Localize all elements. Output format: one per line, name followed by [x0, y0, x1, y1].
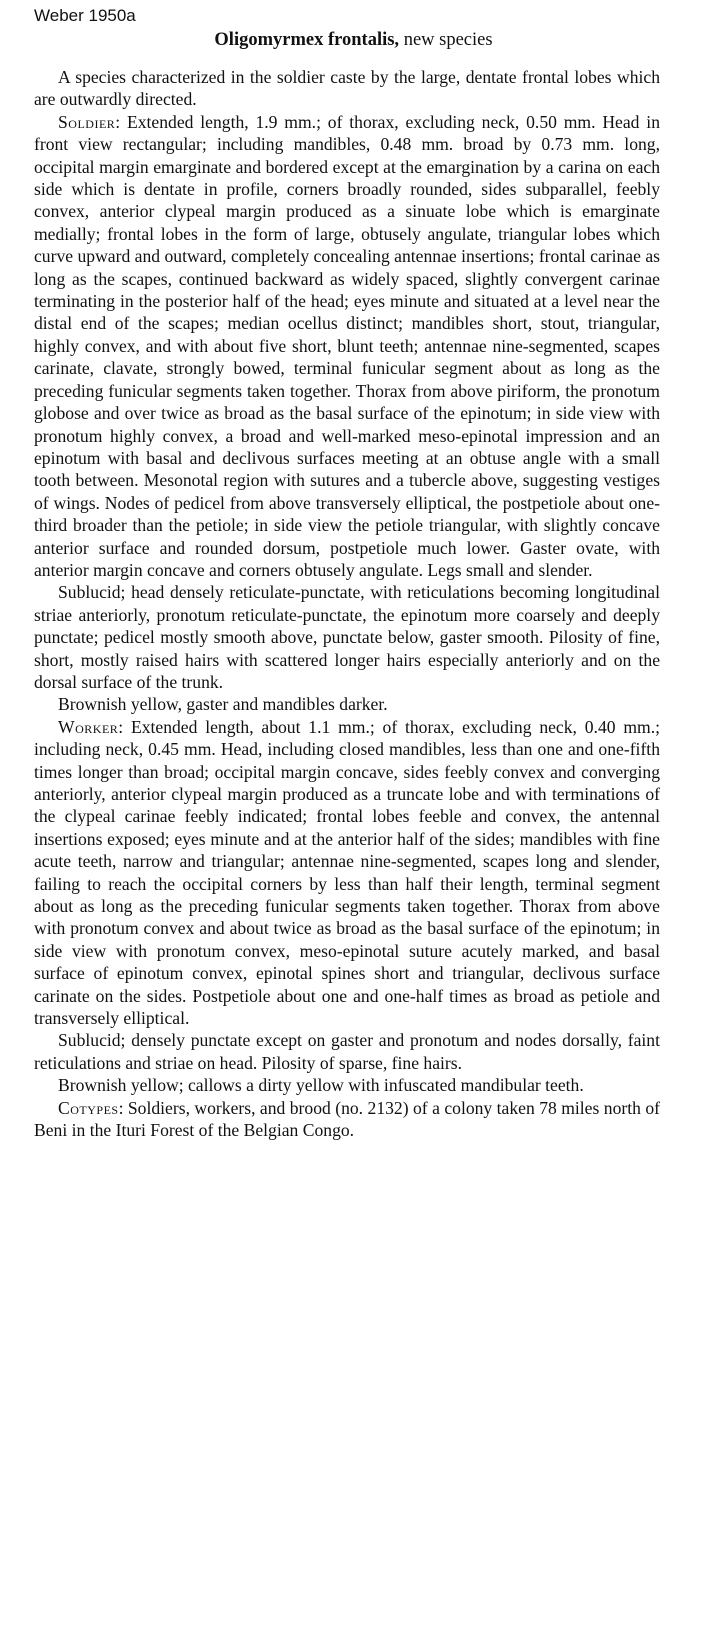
paragraph-cotypes [34, 1097, 660, 1142]
caste-heading-worker: Worker [58, 716, 119, 737]
paragraph-text: Sublucid; densely punctate except on gaster and pronotum and nodes dorsally, faint reticulations and striae on head. Pilosity of sparse, fine hairs. [34, 1030, 660, 1073]
species-name: Oligomyrmex frontalis, [214, 30, 400, 50]
paragraph-text: : Extended length, 1.9 mm.; of thorax, excluding neck, 0.50 mm. Head in front view rectangular; including mandibles, 0.48 mm. broad by 0.73 mm. long, occipital margin emarginate and bordered except at the emargination by a carina on each side which is dentate in profile, corners broadly rounded, sides subparallel, feebly convex, anterior clypeal margin produced as a sinuate lobe which is emarginate medially; frontal lobes in the form of large, obtusely angulate, triangular lobes which curve upward and outward, completely concealing antennae insertions; frontal carinae as long as the scapes, continued backward as widely spaced, slightly convergent carinae terminating in the posterior half of the head; eyes minute and situated at a level near the distal end of the scapes; median ocellus distinct; mandibles short, stout, triangular, highly convex, and with about five short, blunt teeth; antennae nine-segmented, scapes carinate, clavate, strongly bowed, terminal funicular segment about as long as the preceding funicular segments taken together. Thorax from above piriform, the pronotum globose and over twice as broad as the basal surface of the epinotum; in side view with pronotum highly convex, a broad and well-marked meso-epinotal impression and an epinotum with basal and declivous surfaces meeting at an obtuse angle with a small tooth between. Mesonotal region with sutures and a tubercle above, suggesting vestiges of wings. Nodes of pedicel from above transversely elliptical, the postpetiole about one-third broader than the petiole; in side view the petiole triangular, with slightly concave anterior surface and rounded dorsum, postpetiole much lower. Gaster ovate, with anterior margin concave and corners obtusely angulate. Legs small and slender. [34, 111, 660, 580]
paragraph-text: : Extended length, about 1.1 mm.; of thorax, excluding neck, 0.40 mm.; including neck, 0.45 mm. Head, including closed mandibles, less than one and one-fifth times longer than broad; occipital margin concave, sides feebly convex and converging anteriorly, anterior clypeal margin produced as a truncate lobe and with terminations of the clypeal carinae feebly indicated; frontal lobes feeble and convex, the antennal insertions exposed; eyes minute and at the anterior half of the sides; mandibles with fine acute teeth, narrow and triangular; antennae nine-segmented, scapes long and slender, failing to reach the occipital corners by less than half their length, terminal segment about as long as the preceding funicular segments taken together. Thorax from above with pronotum convex and about twice as broad as the basal surface of the epinotum; in side view with pronotum convex, meso-epinotal suture acutely marked, and basal surface of epinotum convex, epinotal spines short and triangular, declivous surface carinate on the sides. Postpetiole about one and one-half times as broad as petiole and transversely elliptical. [34, 716, 660, 1029]
paragraph-worker-sculpture [34, 1029, 660, 1074]
paragraph-text: A species characterized in the soldier caste by the large, dentate frontal lobes which are outwardly directed. [34, 67, 660, 110]
paragraph-worker [34, 716, 660, 1030]
paragraph-soldier-color [34, 693, 660, 715]
cotypes-heading: Cotypes [58, 1097, 119, 1118]
citation-reference: Weber 1950a [34, 6, 136, 25]
paragraph-text: Brownish yellow; callows a dirty yellow with infuscated mandibular teeth. [58, 1075, 584, 1096]
species-title [0, 30, 707, 51]
description-body [34, 66, 660, 1142]
paragraph-text: Brownish yellow, gaster and mandibles darker. [58, 694, 388, 715]
caste-heading-soldier: Soldier [58, 111, 116, 132]
species-status: new species [403, 30, 493, 50]
paragraph-text: : Soldiers, workers, and brood (no. 2132) of a colony taken 78 miles north of Beni in the Ituri Forest of the Belgian Congo. [34, 1097, 660, 1141]
paragraph-worker-color [34, 1074, 660, 1096]
paragraph-text: Sublucid; head densely reticulate-punctate, with reticulations becoming longitudinal striae anteriorly, pronotum reticulate-punctate, the epinotum more coarsely and deeply punctate; pedicel mostly smooth above, punctate below, gaster smooth. Pilosity of fine, short, mostly raised hairs with scattered longer hairs especially anteriorly and on the dorsal surface of the trunk. [34, 582, 660, 692]
paragraph-diagnosis [34, 66, 660, 111]
paragraph-soldier-sculpture [34, 581, 660, 693]
paragraph-soldier [34, 111, 660, 582]
